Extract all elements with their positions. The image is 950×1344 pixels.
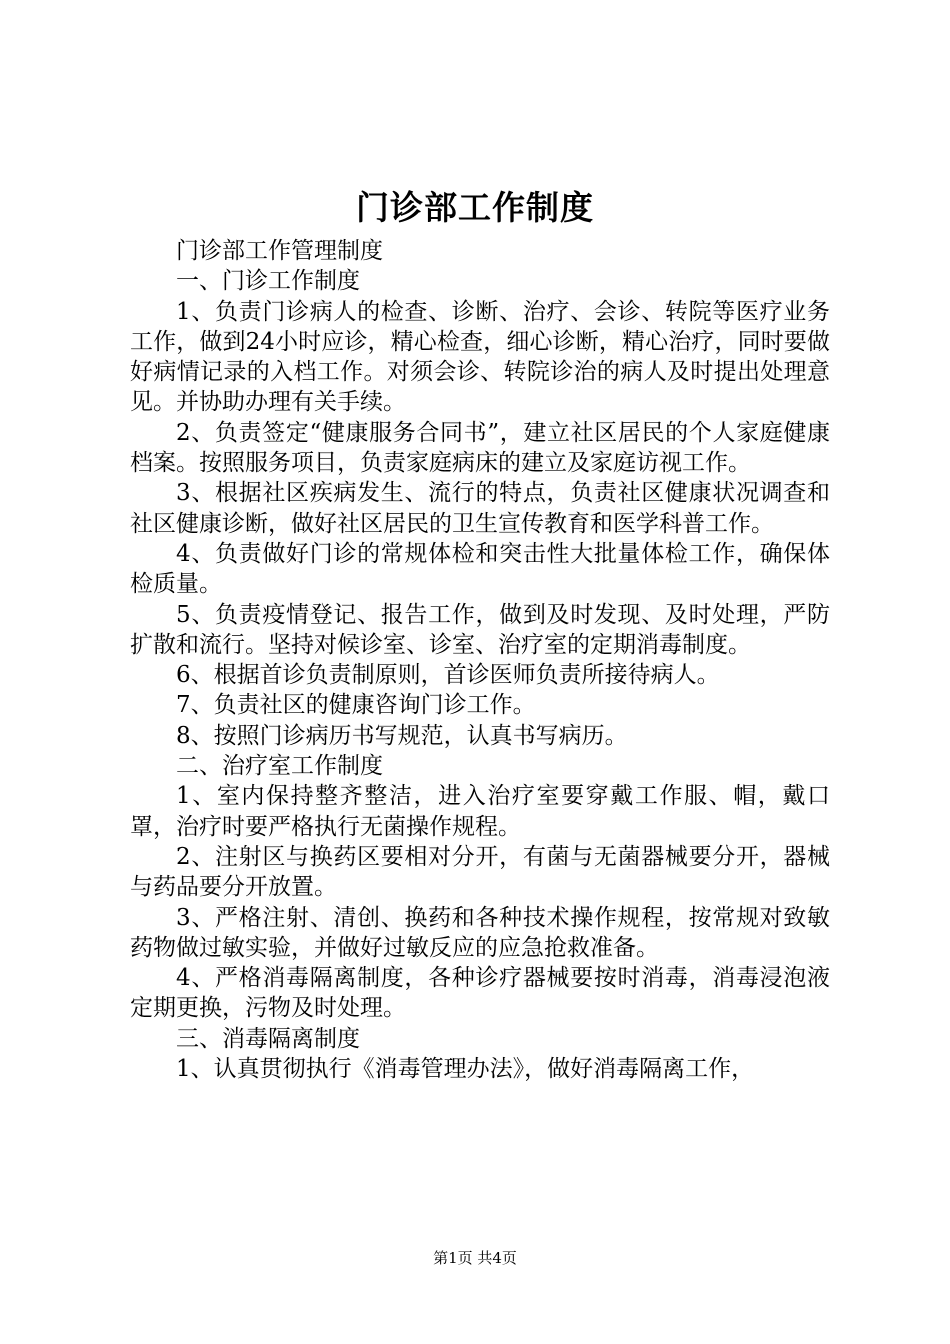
paragraph: 1、负责门诊病人的检查、诊断、治疗、会诊、转院等医疗业务工作，做到24小时应诊，精心检查，细心诊断，精心治疗，同时要做好病情记录的入档工作。对须会诊、转院诊治的病人及时提出处理意见。并协助办理有关手续。 [130,298,830,416]
paragraph: 2、注射区与换药区要相对分开，有菌与无菌器械要分开，器械与药品要分开放置。 [130,843,830,901]
paragraph: 6、根据首诊负责制原则，首诊医师负责所接待病人。 [176,662,720,689]
paragraph: 2、负责签定“健康服务合同书”，建立社区居民的个人家庭健康档案。按照服务项目，负责家庭病床的建立及家庭访视工作。 [130,419,830,477]
paragraph: 8、按照门诊病历书写规范，认真书写病历。 [176,722,628,749]
paragraph: 4、严格消毒隔离制度，各种诊疗器械要按时消毒，消毒浸泡液定期更换，污物及时处理。 [130,965,830,1022]
paragraph: 1、认真贯彻执行《消毒管理办法》，做好消毒隔离工作， [176,1056,755,1083]
document-body [130,236,830,1084]
section-heading: 三、消毒隔离制度 [176,1025,360,1052]
paragraph: 1、室内保持整齐整洁，进入治疗室要穿戴工作服、帽，戴口罩，治疗时要严格执行无菌操作规程。 [130,783,830,840]
paragraph: 3、严格注射、清创、换药和各种技术操作规程，按常规对致敏药物做过敏实验，并做好过敏反应的应急抢救准备。 [130,904,830,961]
paragraph: 门诊部工作管理制度 [176,238,383,264]
section-heading: 二、治疗室工作制度 [176,753,383,780]
page-footer: 第1页 共4页 [433,1249,517,1267]
paragraph: 5、负责疫情登记、报告工作，做到及时发现、及时处理，严防扩散和流行。坚持对候诊室、诊室、治疗室的定期消毒制度。 [130,601,830,658]
paragraph: 7、负责社区的健康咨询门诊工作。 [176,692,536,719]
section-heading: 一、门诊工作制度 [176,268,360,295]
document-title: 门诊部工作制度 [356,188,594,227]
paragraph: 3、根据社区疾病发生、流行的特点，负责社区健康状况调查和社区健康诊断，做好社区居民的卫生宣传教育和医学科普工作。 [130,480,830,537]
paragraph: 4、负责做好门诊的常规体检和突击性大批量体检工作，确保体检质量。 [130,540,830,598]
